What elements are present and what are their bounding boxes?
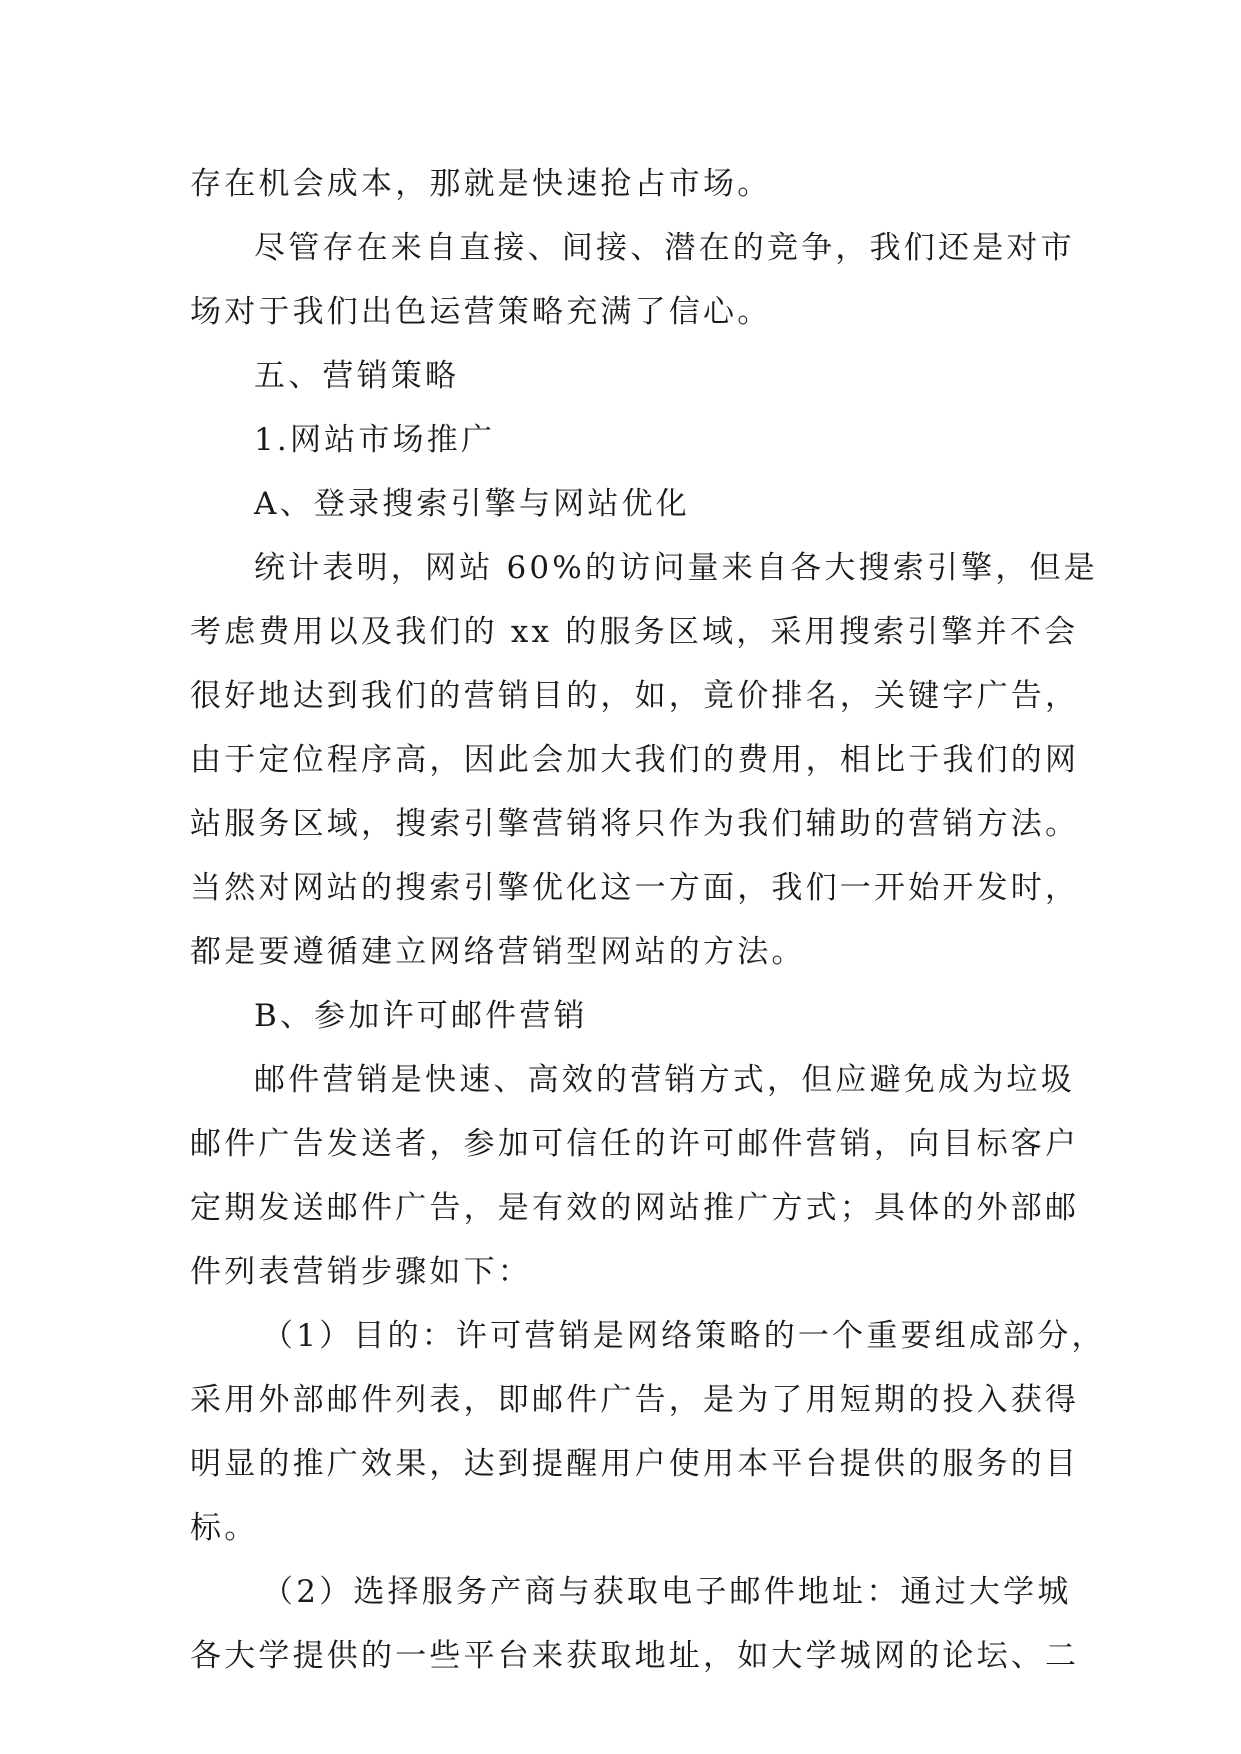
text-line: 各大学提供的一些平台来获取地址，如大学城网的论坛、二 <box>190 1638 1080 1674</box>
section-heading: 五、营销策略 <box>254 358 460 394</box>
text-line: 尽管存在来自直接、间接、潜在的竞争，我们还是对市 <box>254 230 1075 266</box>
document-body <box>190 152 1106 1688</box>
text-line: 考虑费用以及我们的 xx 的服务区域，采用搜索引擎并不会 <box>190 614 1079 650</box>
text-line: 存在机会成本，那就是快速抢占市场。 <box>190 166 772 202</box>
subsection-heading: A、登录搜索引擎与网站优化 <box>254 486 690 522</box>
text-line: 定期发送邮件广告，是有效的网站推广方式；具体的外部邮 <box>190 1190 1080 1226</box>
text-line: 当然对网站的搜索引擎优化这一方面，我们一开始开发时， <box>190 870 1080 906</box>
text-line: 邮件营销是快速、高效的营销方式，但应避免成为垃圾 <box>254 1062 1075 1098</box>
text-line: 统计表明，网站 60%的访问量来自各大搜索引擎，但是 <box>254 550 1098 586</box>
text-line: 件列表营销步骤如下： <box>190 1254 532 1290</box>
text-line: 由于定位程序高，因此会加大我们的费用，相比于我们的网 <box>190 742 1080 778</box>
text-line: 站服务区域，搜索引擎营销将只作为我们辅助的营销方法。 <box>190 806 1080 842</box>
subsection-heading: 1.网站市场推广 <box>254 422 496 458</box>
subsection-heading: B、参加许可邮件营销 <box>254 998 588 1034</box>
text-line: 场对于我们出色运营策略充满了信心。 <box>190 294 772 330</box>
text-line: 采用外部邮件列表，即邮件广告，是为了用短期的投入获得 <box>190 1382 1080 1418</box>
text-line: 标。 <box>190 1510 259 1546</box>
list-item-line: （2）选择服务产商与获取电子邮件地址：通过大学城 <box>262 1574 1072 1610</box>
text-line: 都是要遵循建立网络营销型网站的方法。 <box>190 934 806 970</box>
text-line: 很好地达到我们的营销目的，如，竟价排名，关键字广告， <box>190 678 1080 714</box>
list-item-line: （1）目的：许可营销是网络策略的一个重要组成部分， <box>262 1318 1106 1354</box>
text-line: 明显的推广效果，达到提醒用户使用本平台提供的服务的目 <box>190 1446 1080 1482</box>
text-line: 邮件广告发送者，参加可信任的许可邮件营销，向目标客户 <box>190 1126 1080 1162</box>
